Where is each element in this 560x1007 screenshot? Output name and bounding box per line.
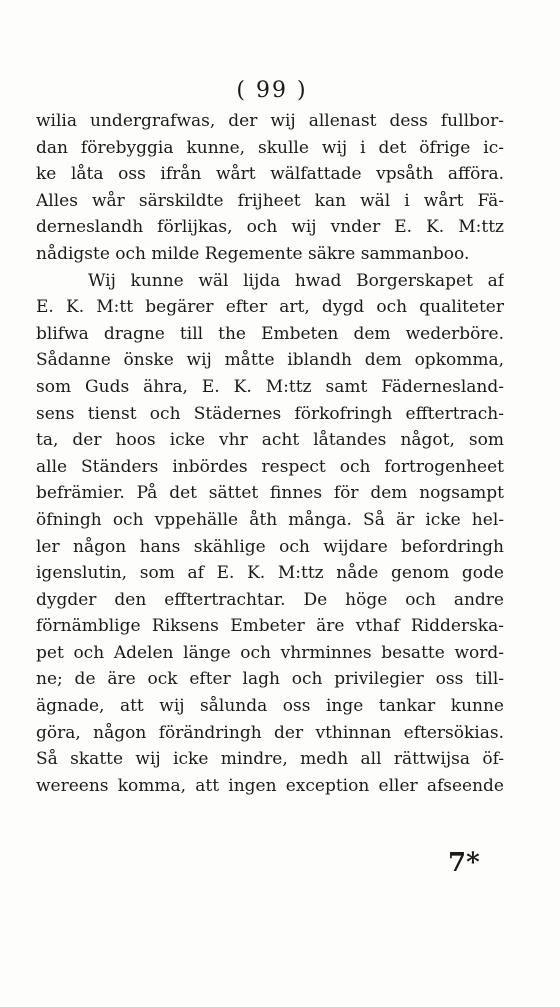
text-line: igenslutin, som af E. K. M:ttz nåde genom gode: [36, 563, 504, 584]
text-line: wilia undergrafwas, der wij allenast dess fullbor-: [36, 111, 504, 131]
body-text: [36, 108, 504, 799]
text-line: ta, der hoos icke vhr acht låtandes något, som: [36, 430, 504, 451]
text-line: Sådanne önske wij måtte iblandh dem opkomma,: [36, 350, 504, 371]
text-line: dygder den efftertrachtar. De höge och andre: [36, 589, 504, 610]
text-line: nådigste och milde Regemente säkre sammanboo.: [36, 243, 470, 264]
text-line: befrämier. På det sättet finnes för dem nogsampt: [36, 483, 504, 504]
page-number: ( 99 ): [236, 78, 308, 103]
text-line: alle Ständers inbördes respect och fortrogenheet: [36, 456, 504, 477]
text-line: pet och Adelen länge och vhrminnes besatte word-: [36, 642, 504, 663]
text-line: Så skatte wij icke mindre, medh all rättwijsa öf-: [36, 749, 504, 770]
text-line: blifwa dragne till the Embeten dem wederböre.: [36, 323, 504, 344]
text-line: ler någon hans skählige och wijdare befordringh: [36, 536, 504, 557]
text-line: öfningh och vppehälle åth många. Så är icke hel-: [36, 509, 504, 530]
catchword: 7*: [448, 848, 480, 878]
text-line: göra, någon förändringh der vthinnan eftersökias.: [36, 722, 504, 743]
text-line: dan förebyggia kunne, skulle wij i det öfrige ic-: [36, 137, 504, 158]
text-line: ne; de äre ock efter lagh och privilegier oss till-: [36, 669, 504, 690]
text-line: wereens komma, att ingen exception eller afseende: [36, 775, 504, 796]
text-line: E. K. M:tt begärer efter art, dygd och qualiteter: [36, 297, 504, 318]
text-line: sens tienst och Städernes förkofringh efftertrach-: [36, 403, 504, 424]
text-line: ägnade, att wij sålunda oss inge tankar kunne: [36, 696, 504, 717]
text-line: Wij kunne wäl lijda hwad Borgerskapet af: [88, 270, 504, 291]
text-line: ke låta oss ifrån wårt wälfattade vpsåth afföra.: [36, 164, 504, 185]
text-line: derneslandh förlijkas, och wij vnder E. K. M:ttz: [36, 217, 504, 238]
text-line: som Guds ähra, E. K. M:ttz samt Fädernesland-: [36, 376, 504, 397]
text-line: Alles wår särskildte frijheet kan wäl i wårt Fä-: [36, 190, 504, 211]
text-line: förnämblige Riksens Embeter äre vthaf Ridderska-: [36, 616, 504, 637]
